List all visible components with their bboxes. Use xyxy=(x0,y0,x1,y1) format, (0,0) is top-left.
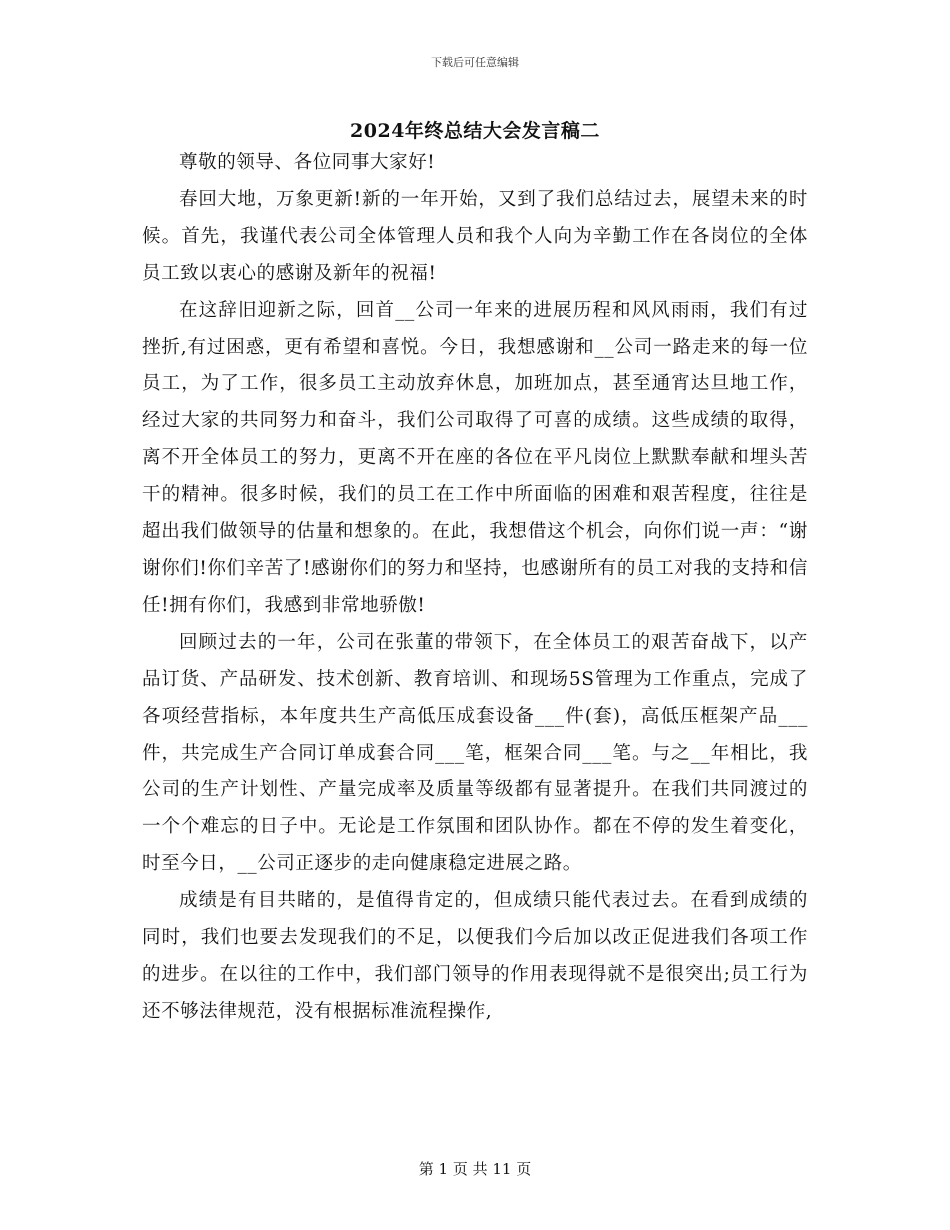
paragraph-review: 回顾过去的一年，公司在张董的带领下，在全体员工的艰苦奋战下，以产品订货、产品研发、技术创新、教育培训、和现场5S管理为工作重点，完成了各项经营指标，本年度共生产高低压成套设备___件(套)，高低压框架产品___件，共完成生产合同订单成套合同___笔，框架合同___笔。与之__年相比，我公司的生产计划性、产量完成率及质量等级都有显著提升。在我们共同渡过的一个个难忘的日子中。无论是工作氛围和团队协作。都在不停的发生着变化，时至今日，__公司正逐步的走向健康稳定进展之路。 xyxy=(142,631,808,875)
document-body xyxy=(142,145,808,1031)
paragraph-shortcomings: 成绩是有目共睹的，是值得肯定的，但成绩只能代表过去。在看到成绩的同时，我们也要去发现我们的不足，以便我们今后加以改正促进我们各项工作的进步。在以往的工作中，我们部门领导的作用表现得就不是很突出;员工行为还不够法律规范，没有根据标准流程操作, xyxy=(142,890,808,1022)
paragraph-opening: 春回大地，万象更新!新的一年开始，又到了我们总结过去，展望未来的时候。首先，我谨代表公司全体管理人员和我个人向为辛勤工作在各岗位的全体员工致以衷心的感谢及新年的祝福! xyxy=(142,188,808,284)
paragraph-gratitude: 在这辞旧迎新之际，回首__公司一年来的进展历程和风风雨雨，我们有过挫折,有过困惑，更有希望和喜悦。今日，我想感谢和__公司一路走来的每一位员工，为了工作，很多员工主动放弃休息，加班加点，甚至通宵达旦地工作，经过大家的共同努力和奋斗，我们公司取得了可喜的成绩。这些成绩的取得，离不开全体员工的努力，更离不开在座的各位在平凡岗位上默默奉献和埋头苦干的精神。很多时候，我们的员工在工作中所面临的困难和艰苦程度，往往是超出我们做领导的估量和想象的。在此，我想借这个机会，向你们说一声：“谢谢你们!你们辛苦了!感谢你们的努力和坚持，也感谢所有的员工对我的支持和信任!拥有你们，我感到非常地骄傲! xyxy=(142,299,808,616)
header-note: 下载后可任意编辑 xyxy=(431,56,519,69)
document-title: 2024年终总结大会发言稿二 xyxy=(350,120,600,142)
paragraph-greeting: 尊敬的领导、各位同事大家好! xyxy=(179,152,436,173)
page-footer: 第 1 页 共 11 页 xyxy=(418,1160,532,1178)
